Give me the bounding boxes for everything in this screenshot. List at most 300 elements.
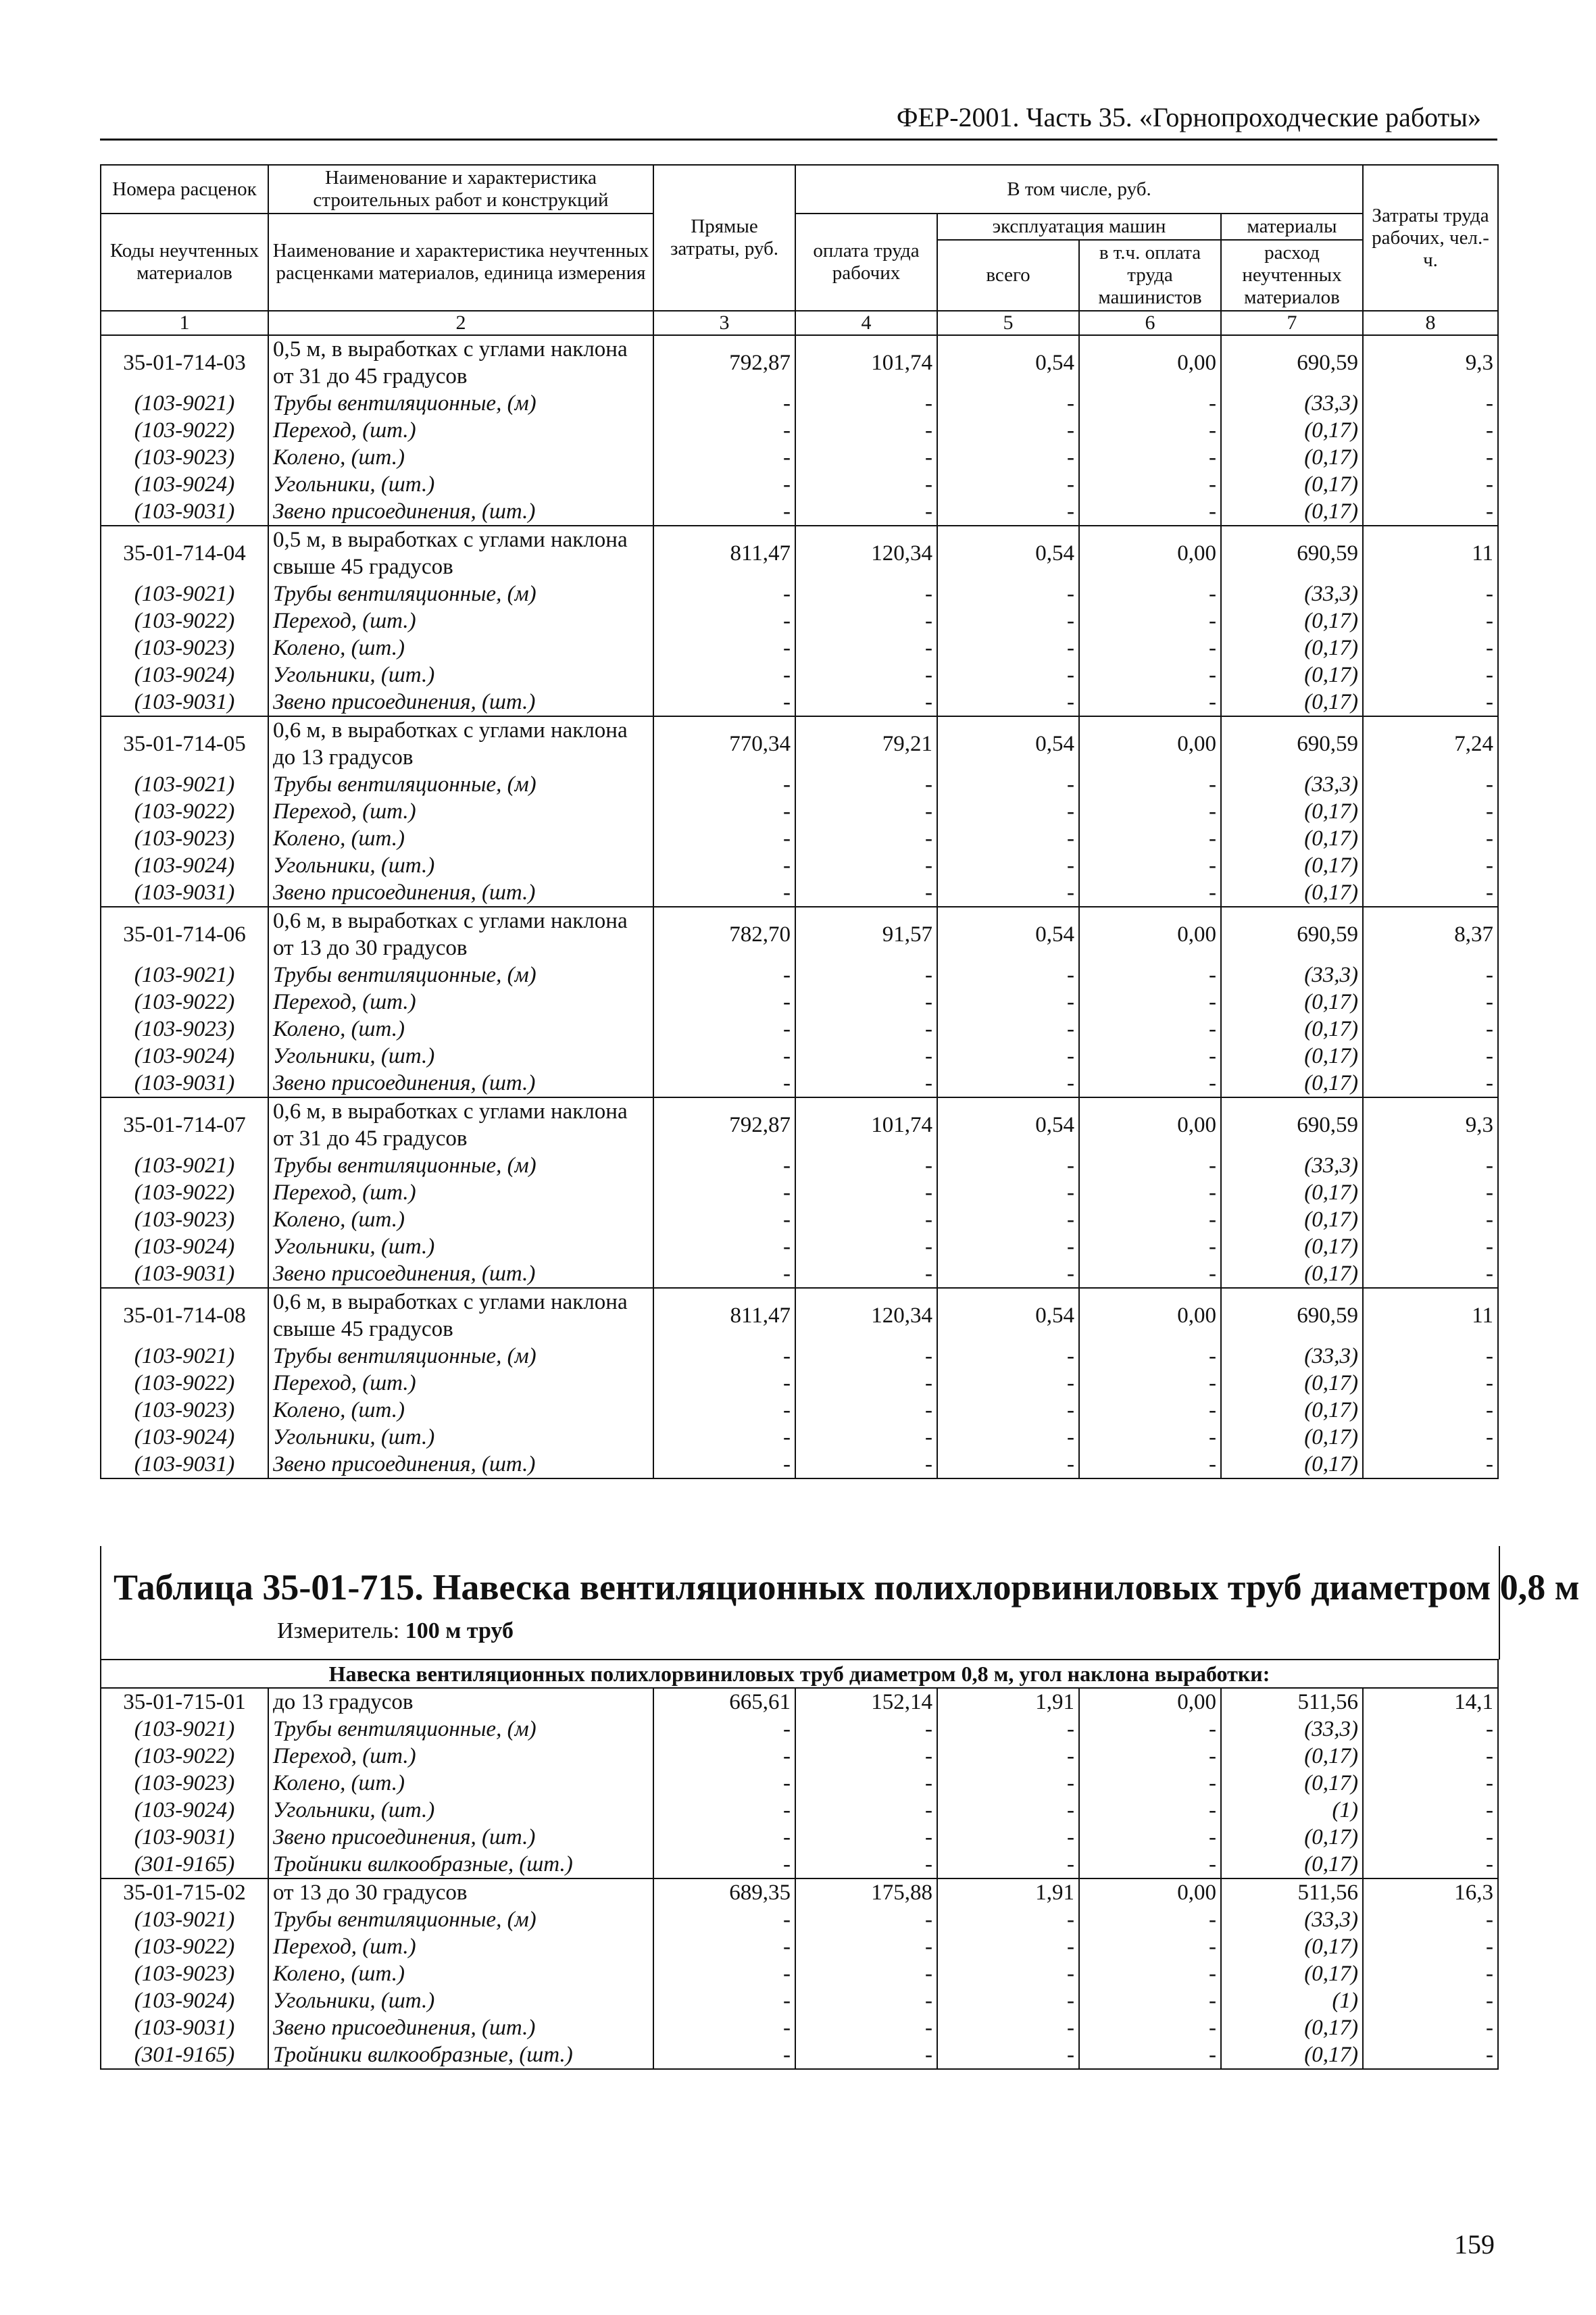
material-use: (0,17) <box>1221 417 1363 444</box>
empty-dash: - <box>937 1906 1079 1933</box>
empty-dash: - <box>1363 1451 1498 1478</box>
empty-dash: - <box>1079 1424 1221 1451</box>
material-name: Трубы вентиляционные, (м) <box>268 1343 653 1370</box>
material-code: (103-9022) <box>101 1933 268 1960</box>
empty-dash: - <box>1363 607 1498 634</box>
material-code: (103-9023) <box>101 1960 268 1987</box>
rate-name: от 13 до 30 градусов <box>268 1878 653 1906</box>
empty-dash: - <box>795 417 937 444</box>
empty-dash: - <box>1363 417 1498 444</box>
material-code: (103-9031) <box>101 498 268 526</box>
material-row <box>101 1716 1498 1743</box>
material-code: (103-9024) <box>101 1043 268 1070</box>
empty-dash: - <box>653 1824 795 1851</box>
material-name: Переход, (шт.) <box>268 417 653 444</box>
material-name: Угольники, (шт.) <box>268 1987 653 2014</box>
col-incl: В том числе, руб. <box>795 165 1363 214</box>
empty-dash: - <box>653 1906 795 1933</box>
material-code: (103-9031) <box>101 2014 268 2041</box>
rate-row <box>101 1288 1498 1343</box>
machinist-wages: 0,00 <box>1079 907 1221 962</box>
col-total: всего <box>937 240 1079 311</box>
empty-dash: - <box>1363 825 1498 852</box>
material-name: Переход, (шт.) <box>268 989 653 1016</box>
material-code: (103-9024) <box>101 1233 268 1260</box>
empty-dash: - <box>1363 1152 1498 1179</box>
material-name: Трубы вентиляционные, (м) <box>268 1716 653 1743</box>
empty-dash: - <box>795 1260 937 1288</box>
empty-dash: - <box>795 390 937 417</box>
material-row <box>101 1179 1498 1206</box>
wages-cost: 91,57 <box>795 907 937 962</box>
rates-table-715 <box>100 1659 1497 2070</box>
header-rule <box>100 139 1497 141</box>
material-use: (0,17) <box>1221 662 1363 689</box>
empty-dash: - <box>1079 662 1221 689</box>
empty-dash: - <box>1079 498 1221 526</box>
empty-dash: - <box>653 1179 795 1206</box>
machines-total: 0,54 <box>937 907 1079 962</box>
materials-cost: 511,56 <box>1221 1688 1363 1716</box>
empty-dash: - <box>937 1343 1079 1370</box>
direct-cost: 792,87 <box>653 1097 795 1152</box>
labor-hours: 8,37 <box>1363 907 1498 962</box>
section-heading: Навеска вентиляционных полихлорвиниловых труб диаметром 0,8 м, угол наклона выработки: <box>101 1660 1498 1688</box>
empty-dash: - <box>1079 1233 1221 1260</box>
empty-dash: - <box>795 1016 937 1043</box>
material-row <box>101 825 1498 852</box>
empty-dash: - <box>937 444 1079 471</box>
empty-dash: - <box>1079 689 1221 716</box>
empty-dash: - <box>795 662 937 689</box>
empty-dash: - <box>1363 1424 1498 1451</box>
empty-dash: - <box>795 1233 937 1260</box>
empty-dash: - <box>1079 444 1221 471</box>
empty-dash: - <box>653 1743 795 1770</box>
material-code: (103-9023) <box>101 1206 268 1233</box>
empty-dash: - <box>795 634 937 662</box>
material-use: (0,17) <box>1221 607 1363 634</box>
material-row <box>101 1743 1498 1770</box>
rate-row <box>101 907 1498 962</box>
empty-dash: - <box>1079 1070 1221 1097</box>
empty-dash: - <box>937 689 1079 716</box>
material-use: (0,17) <box>1221 444 1363 471</box>
direct-cost: 689,35 <box>653 1878 795 1906</box>
empty-dash: - <box>1079 852 1221 879</box>
empty-dash: - <box>1363 1851 1498 1878</box>
empty-dash: - <box>653 1206 795 1233</box>
empty-dash: - <box>795 444 937 471</box>
empty-dash: - <box>653 852 795 879</box>
rate-code: 35-01-714-04 <box>101 526 268 580</box>
machines-total: 0,54 <box>937 716 1079 771</box>
material-row <box>101 1451 1498 1478</box>
materials-cost: 690,59 <box>1221 335 1363 390</box>
empty-dash: - <box>1363 1716 1498 1743</box>
empty-dash: - <box>1079 1851 1221 1878</box>
material-row <box>101 1960 1498 1987</box>
empty-dash: - <box>795 607 937 634</box>
empty-dash: - <box>653 1233 795 1260</box>
material-name: Трубы вентиляционные, (м) <box>268 962 653 989</box>
material-row <box>101 1987 1498 2014</box>
machines-total: 0,54 <box>937 526 1079 580</box>
empty-dash: - <box>1363 471 1498 498</box>
material-name: Звено присоединения, (шт.) <box>268 2014 653 2041</box>
direct-cost: 811,47 <box>653 526 795 580</box>
empty-dash: - <box>1079 1397 1221 1424</box>
empty-dash: - <box>1079 1933 1221 1960</box>
empty-dash: - <box>653 390 795 417</box>
empty-dash: - <box>1079 417 1221 444</box>
material-use: (0,17) <box>1221 1424 1363 1451</box>
empty-dash: - <box>1079 1824 1221 1851</box>
empty-dash: - <box>795 1960 937 1987</box>
empty-dash: - <box>937 2014 1079 2041</box>
material-name: Звено присоединения, (шт.) <box>268 689 653 716</box>
material-code: (103-9024) <box>101 1987 268 2014</box>
empty-dash: - <box>1363 2041 1498 2069</box>
material-name: Колено, (шт.) <box>268 1770 653 1797</box>
material-code: (103-9024) <box>101 1424 268 1451</box>
rate-name: 0,5 м, в выработках с углами наклона от 31 до 45 градусов <box>268 335 653 390</box>
col-num-7: 7 <box>1221 311 1363 335</box>
empty-dash: - <box>1079 1370 1221 1397</box>
rate-code: 35-01-715-02 <box>101 1878 268 1906</box>
material-code: (103-9023) <box>101 444 268 471</box>
material-code: (103-9031) <box>101 1824 268 1851</box>
material-row <box>101 852 1498 879</box>
empty-dash: - <box>937 1987 1079 2014</box>
material-use: (1) <box>1221 1987 1363 2014</box>
materials-cost: 690,59 <box>1221 907 1363 962</box>
empty-dash: - <box>653 1451 795 1478</box>
material-code: (301-9165) <box>101 1851 268 1878</box>
measure-line <box>277 1618 514 1644</box>
material-row <box>101 634 1498 662</box>
rate-name: 0,6 м, в выработках с углами наклона до 13 градусов <box>268 716 653 771</box>
rate-name: 0,6 м, в выработках с углами наклона от 31 до 45 градусов <box>268 1097 653 1152</box>
rate-row <box>101 1878 1498 1906</box>
labor-hours: 11 <box>1363 526 1498 580</box>
col-num-1: 1 <box>101 311 268 335</box>
material-code: (103-9031) <box>101 1070 268 1097</box>
empty-dash: - <box>653 1043 795 1070</box>
material-code: (103-9021) <box>101 390 268 417</box>
table-title-715: Таблица 35-01-715. Навеска вентиляционных полихлорвиниловых труб диаметром 0,8 м <box>114 1567 1580 1608</box>
material-use: (0,17) <box>1221 879 1363 907</box>
machines-total: 0,54 <box>937 1097 1079 1152</box>
material-code: (103-9031) <box>101 879 268 907</box>
wages-cost: 120,34 <box>795 1288 937 1343</box>
empty-dash: - <box>653 798 795 825</box>
labor-hours: 7,24 <box>1363 716 1498 771</box>
empty-dash: - <box>653 417 795 444</box>
material-row <box>101 1043 1498 1070</box>
empty-dash: - <box>937 1716 1079 1743</box>
material-use: (0,17) <box>1221 1043 1363 1070</box>
material-row <box>101 1370 1498 1397</box>
empty-dash: - <box>937 1179 1079 1206</box>
machinist-wages: 0,00 <box>1079 335 1221 390</box>
empty-dash: - <box>795 1397 937 1424</box>
material-name: Переход, (шт.) <box>268 1933 653 1960</box>
material-use: (1) <box>1221 1797 1363 1824</box>
material-use: (0,17) <box>1221 798 1363 825</box>
wages-cost: 101,74 <box>795 1097 937 1152</box>
table-body-714 <box>101 335 1498 1478</box>
rate-code: 35-01-714-06 <box>101 907 268 962</box>
empty-dash: - <box>653 1070 795 1097</box>
empty-dash: - <box>1079 989 1221 1016</box>
empty-dash: - <box>937 1043 1079 1070</box>
empty-dash: - <box>937 498 1079 526</box>
material-use: (0,17) <box>1221 689 1363 716</box>
col-work-name: Наименование и характеристика строительных работ и конструкций <box>268 165 653 214</box>
measure-value: 100 м труб <box>405 1618 514 1643</box>
empty-dash: - <box>1363 1743 1498 1770</box>
empty-dash: - <box>1363 1960 1498 1987</box>
material-row <box>101 417 1498 444</box>
material-row <box>101 1397 1498 1424</box>
material-name: Угольники, (шт.) <box>268 852 653 879</box>
empty-dash: - <box>937 1206 1079 1233</box>
material-name: Звено присоединения, (шт.) <box>268 1824 653 1851</box>
empty-dash: - <box>653 771 795 798</box>
material-row <box>101 2041 1498 2069</box>
empty-dash: - <box>937 1770 1079 1797</box>
material-use: (0,17) <box>1221 1451 1363 1478</box>
empty-dash: - <box>795 1770 937 1797</box>
empty-dash: - <box>795 1424 937 1451</box>
empty-dash: - <box>1363 390 1498 417</box>
empty-dash: - <box>937 1743 1079 1770</box>
material-code: (103-9021) <box>101 1343 268 1370</box>
machinist-wages: 0,00 <box>1079 1878 1221 1906</box>
empty-dash: - <box>795 580 937 607</box>
material-code: (103-9022) <box>101 1370 268 1397</box>
col-machinist: в т.ч. оплата труда машинистов <box>1079 240 1221 311</box>
rates-table-714 <box>100 164 1497 1479</box>
material-code: (103-9022) <box>101 417 268 444</box>
empty-dash: - <box>1363 1179 1498 1206</box>
material-row <box>101 1424 1498 1451</box>
empty-dash: - <box>937 771 1079 798</box>
empty-dash: - <box>937 1152 1079 1179</box>
material-row <box>101 390 1498 417</box>
rate-row <box>101 335 1498 390</box>
machines-total: 0,54 <box>937 1288 1079 1343</box>
empty-dash: - <box>653 1260 795 1288</box>
empty-dash: - <box>1079 607 1221 634</box>
empty-dash: - <box>795 825 937 852</box>
direct-cost: 665,61 <box>653 1688 795 1716</box>
empty-dash: - <box>1363 1397 1498 1424</box>
empty-dash: - <box>937 1397 1079 1424</box>
empty-dash: - <box>1079 1987 1221 2014</box>
material-name: Колено, (шт.) <box>268 444 653 471</box>
rate-row <box>101 526 1498 580</box>
material-row <box>101 662 1498 689</box>
material-name: Угольники, (шт.) <box>268 1233 653 1260</box>
rate-row <box>101 1097 1498 1152</box>
empty-dash: - <box>937 852 1079 879</box>
empty-dash: - <box>937 2041 1079 2069</box>
wages-cost: 152,14 <box>795 1688 937 1716</box>
material-use: (0,17) <box>1221 852 1363 879</box>
empty-dash: - <box>795 1743 937 1770</box>
material-name: Трубы вентиляционные, (м) <box>268 1906 653 1933</box>
material-row <box>101 798 1498 825</box>
col-rate-no: Номера расценок <box>101 165 268 214</box>
empty-dash: - <box>795 1152 937 1179</box>
empty-dash: - <box>653 1933 795 1960</box>
col-direct: Прямые затраты, руб. <box>653 165 795 311</box>
empty-dash: - <box>1079 2041 1221 2069</box>
col-labor: Затраты труда рабочих, чел.-ч. <box>1363 165 1498 311</box>
material-use: (33,3) <box>1221 771 1363 798</box>
material-row <box>101 771 1498 798</box>
empty-dash: - <box>937 989 1079 1016</box>
empty-dash: - <box>1363 1070 1498 1097</box>
material-name: Тройники вилкообразные, (шт.) <box>268 1851 653 1878</box>
material-code: (103-9023) <box>101 1397 268 1424</box>
empty-dash: - <box>937 607 1079 634</box>
material-use: (0,17) <box>1221 1070 1363 1097</box>
material-use: (0,17) <box>1221 1960 1363 1987</box>
empty-dash: - <box>1079 390 1221 417</box>
material-name: Тройники вилкообразные, (шт.) <box>268 2041 653 2069</box>
empty-dash: - <box>653 1770 795 1797</box>
labor-hours: 16,3 <box>1363 1878 1498 1906</box>
empty-dash: - <box>795 1070 937 1097</box>
empty-dash: - <box>1079 471 1221 498</box>
empty-dash: - <box>937 1070 1079 1097</box>
machinist-wages: 0,00 <box>1079 1288 1221 1343</box>
empty-dash: - <box>1079 1770 1221 1797</box>
material-use: (0,17) <box>1221 1824 1363 1851</box>
empty-dash: - <box>795 1797 937 1824</box>
col-num-3: 3 <box>653 311 795 335</box>
material-code: (103-9021) <box>101 580 268 607</box>
empty-dash: - <box>1079 798 1221 825</box>
empty-dash: - <box>1363 1343 1498 1370</box>
material-use: (33,3) <box>1221 1343 1363 1370</box>
empty-dash: - <box>653 1370 795 1397</box>
empty-dash: - <box>653 1960 795 1987</box>
empty-dash: - <box>937 634 1079 662</box>
empty-dash: - <box>795 1370 937 1397</box>
material-row <box>101 1016 1498 1043</box>
material-name: Переход, (шт.) <box>268 798 653 825</box>
material-code: (103-9031) <box>101 1451 268 1478</box>
empty-dash: - <box>653 662 795 689</box>
rate-code: 35-01-714-05 <box>101 716 268 771</box>
empty-dash: - <box>653 498 795 526</box>
empty-dash: - <box>795 2014 937 2041</box>
col-num-8: 8 <box>1363 311 1498 335</box>
rate-name: 0,6 м, в выработках с углами наклона свыше 45 градусов <box>268 1288 653 1343</box>
material-code: (103-9021) <box>101 1906 268 1933</box>
empty-dash: - <box>653 1424 795 1451</box>
empty-dash: - <box>653 1397 795 1424</box>
materials-cost: 690,59 <box>1221 526 1363 580</box>
material-use: (0,17) <box>1221 989 1363 1016</box>
material-row <box>101 1906 1498 1933</box>
empty-dash: - <box>1363 1043 1498 1070</box>
material-use: (33,3) <box>1221 1906 1363 1933</box>
material-row <box>101 1206 1498 1233</box>
material-name: Трубы вентиляционные, (м) <box>268 390 653 417</box>
material-row <box>101 989 1498 1016</box>
empty-dash: - <box>1363 1824 1498 1851</box>
material-use: (0,17) <box>1221 2041 1363 2069</box>
empty-dash: - <box>1363 962 1498 989</box>
empty-dash: - <box>653 471 795 498</box>
empty-dash: - <box>1079 1797 1221 1824</box>
empty-dash: - <box>1363 2014 1498 2041</box>
empty-dash: - <box>653 879 795 907</box>
material-row <box>101 1933 1498 1960</box>
empty-dash: - <box>937 825 1079 852</box>
measure-label: Измеритель: <box>277 1618 400 1643</box>
empty-dash: - <box>653 2041 795 2069</box>
material-use: (0,17) <box>1221 1179 1363 1206</box>
empty-dash: - <box>937 798 1079 825</box>
material-code: (103-9024) <box>101 1797 268 1824</box>
empty-dash: - <box>937 879 1079 907</box>
material-use: (0,17) <box>1221 825 1363 852</box>
material-name: Переход, (шт.) <box>268 1370 653 1397</box>
empty-dash: - <box>1363 1987 1498 2014</box>
rate-name: 0,5 м, в выработках с углами наклона свыше 45 градусов <box>268 526 653 580</box>
rate-name: до 13 градусов <box>268 1688 653 1716</box>
empty-dash: - <box>1363 498 1498 526</box>
empty-dash: - <box>795 1824 937 1851</box>
material-code: (103-9023) <box>101 634 268 662</box>
empty-dash: - <box>795 689 937 716</box>
col-wages: оплата труда рабочих <box>795 214 937 311</box>
empty-dash: - <box>653 2014 795 2041</box>
direct-cost: 770,34 <box>653 716 795 771</box>
material-use: (33,3) <box>1221 1716 1363 1743</box>
material-row <box>101 1233 1498 1260</box>
material-row <box>101 1770 1498 1797</box>
empty-dash: - <box>653 825 795 852</box>
col-num-5: 5 <box>937 311 1079 335</box>
col-num-6: 6 <box>1079 311 1221 335</box>
empty-dash: - <box>937 1451 1079 1478</box>
rate-name: 0,6 м, в выработках с углами наклона от 13 до 30 градусов <box>268 907 653 962</box>
empty-dash: - <box>1363 1370 1498 1397</box>
material-name: Колено, (шт.) <box>268 1016 653 1043</box>
empty-dash: - <box>1079 825 1221 852</box>
col-num-2: 2 <box>268 311 653 335</box>
empty-dash: - <box>937 1260 1079 1288</box>
material-row <box>101 689 1498 716</box>
material-code: (103-9023) <box>101 1770 268 1797</box>
material-code: (103-9024) <box>101 852 268 879</box>
empty-dash: - <box>937 1851 1079 1878</box>
empty-dash: - <box>937 1960 1079 1987</box>
material-use: (0,17) <box>1221 1206 1363 1233</box>
empty-dash: - <box>1363 1233 1498 1260</box>
empty-dash: - <box>653 1797 795 1824</box>
col-num-4: 4 <box>795 311 937 335</box>
material-code: (103-9021) <box>101 771 268 798</box>
empty-dash: - <box>795 852 937 879</box>
